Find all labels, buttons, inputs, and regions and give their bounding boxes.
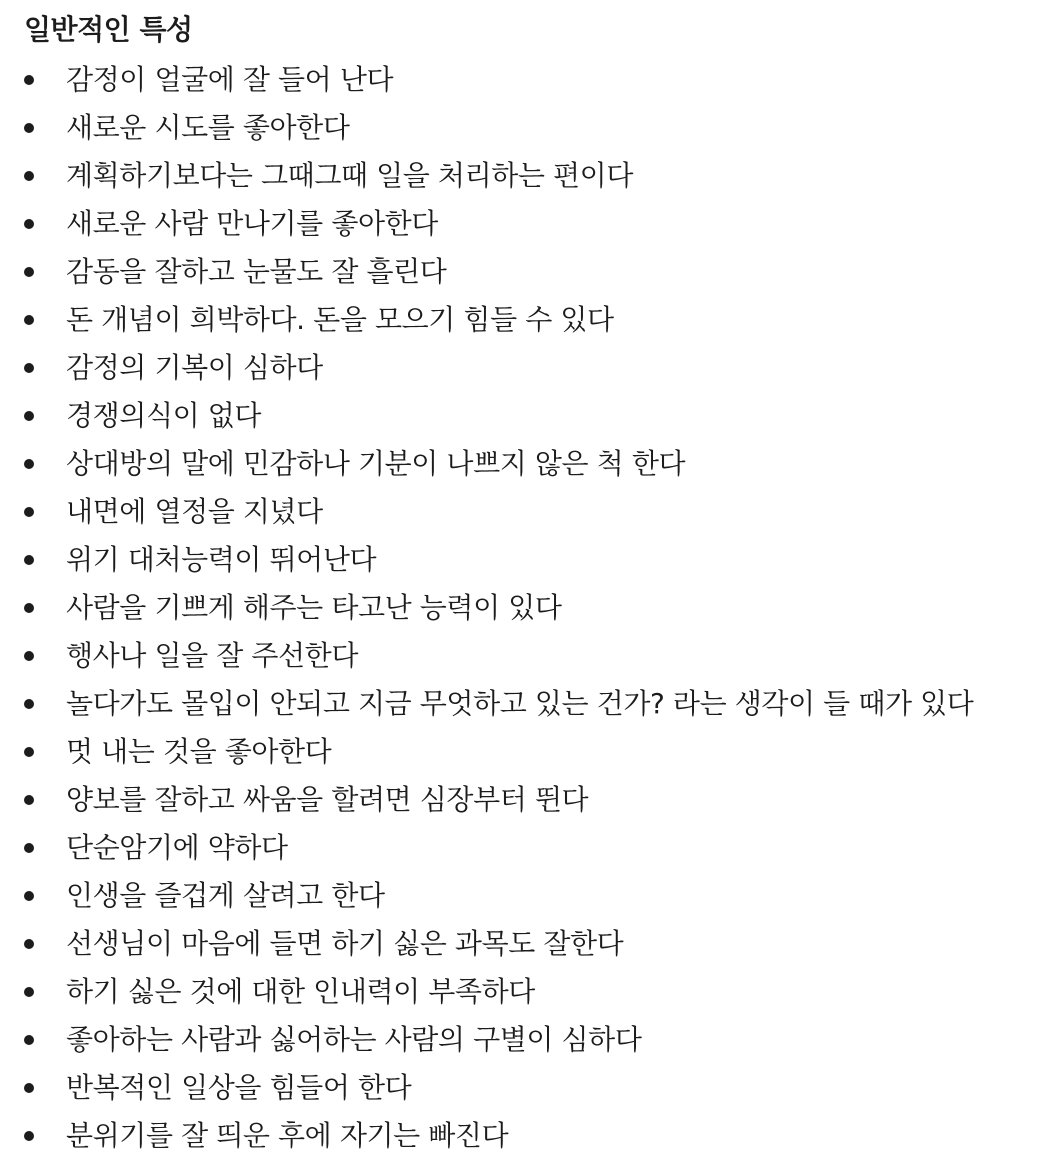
list-item-text: 인생을 즐겁게 살려고 한다 bbox=[66, 879, 385, 912]
bullet-icon bbox=[24, 219, 34, 229]
list-item bbox=[0, 440, 973, 488]
bullet-icon bbox=[24, 507, 34, 517]
list-item bbox=[0, 824, 973, 872]
bullet-icon bbox=[24, 891, 34, 901]
list-item bbox=[0, 344, 973, 392]
list-item-text: 행사나 일을 잘 주선한다 bbox=[66, 639, 358, 672]
list-item bbox=[0, 56, 973, 104]
list-item-text: 단순암기에 약하다 bbox=[66, 831, 288, 864]
list-item bbox=[0, 1112, 973, 1160]
list-item-text: 좋아하는 사람과 싫어하는 사람의 구별이 심하다 bbox=[66, 1023, 642, 1056]
list-item bbox=[0, 296, 973, 344]
list-item bbox=[0, 152, 973, 200]
list-item bbox=[0, 920, 973, 968]
list-item bbox=[0, 872, 973, 920]
list-item bbox=[0, 488, 973, 536]
list-item-text: 분위기를 잘 띄운 후에 자기는 빠진다 bbox=[66, 1119, 509, 1152]
bullet-icon bbox=[24, 1083, 34, 1093]
section-heading: 일반적인 특성 bbox=[24, 13, 193, 46]
list-item-text: 감정의 기복이 심하다 bbox=[66, 351, 323, 384]
bullet-icon bbox=[24, 987, 34, 997]
list-item-text: 위기 대처능력이 뛰어난다 bbox=[66, 543, 377, 576]
list-item bbox=[0, 776, 973, 824]
bullet-icon bbox=[24, 267, 34, 277]
bullet-icon bbox=[24, 363, 34, 373]
bullet-icon bbox=[24, 747, 34, 757]
list-item-text: 양보를 잘하고 싸움을 할려면 심장부터 뛴다 bbox=[66, 783, 589, 816]
list-item bbox=[0, 536, 973, 584]
bullet-icon bbox=[24, 555, 34, 565]
list-item-text: 돈 개념이 희박하다. 돈을 모으기 힘들 수 있다 bbox=[66, 303, 614, 336]
list-item-text: 감정이 얼굴에 잘 들어 난다 bbox=[66, 63, 394, 96]
list-item-text: 계획하기보다는 그때그때 일을 처리하는 편이다 bbox=[66, 159, 633, 192]
list-item bbox=[0, 104, 973, 152]
bullet-icon bbox=[24, 123, 34, 133]
bullet-icon bbox=[24, 1035, 34, 1045]
list-item bbox=[0, 584, 973, 632]
trait-list bbox=[0, 56, 973, 1160]
list-item bbox=[0, 248, 973, 296]
list-item bbox=[0, 632, 973, 680]
bullet-icon bbox=[24, 411, 34, 421]
bullet-icon bbox=[24, 75, 34, 85]
list-item-text: 새로운 시도를 좋아한다 bbox=[66, 111, 350, 144]
list-item-text: 놀다가도 몰입이 안되고 지금 무엇하고 있는 건가? 라는 생각이 들 때가 있다 bbox=[66, 687, 974, 720]
list-item-text: 반복적인 일상을 힘들어 한다 bbox=[66, 1071, 412, 1104]
list-item-text: 경쟁의식이 없다 bbox=[66, 399, 262, 432]
list-item-text: 내면에 열정을 지녔다 bbox=[66, 495, 323, 528]
list-item bbox=[0, 1064, 973, 1112]
list-item-text: 사람을 기쁘게 해주는 타고난 능력이 있다 bbox=[66, 591, 562, 624]
list-item bbox=[0, 968, 973, 1016]
bullet-icon bbox=[24, 603, 34, 613]
bullet-icon bbox=[24, 843, 34, 853]
list-item bbox=[0, 728, 973, 776]
bullet-icon bbox=[24, 1131, 34, 1141]
bullet-icon bbox=[24, 315, 34, 325]
bullet-icon bbox=[24, 651, 34, 661]
bullet-icon bbox=[24, 459, 34, 469]
list-item-text: 상대방의 말에 민감하나 기분이 나쁘지 않은 척 한다 bbox=[66, 447, 686, 480]
list-item-text: 새로운 사람 만나기를 좋아한다 bbox=[66, 207, 438, 240]
list-item-text: 멋 내는 것을 좋아한다 bbox=[66, 735, 332, 768]
bullet-icon bbox=[24, 699, 34, 709]
bullet-icon bbox=[24, 171, 34, 181]
list-item bbox=[0, 680, 973, 728]
list-item bbox=[0, 392, 973, 440]
list-item-text: 선생님이 마음에 들면 하기 싫은 과목도 잘한다 bbox=[66, 927, 624, 960]
list-item-text: 하기 싫은 것에 대한 인내력이 부족하다 bbox=[66, 975, 535, 1008]
list-item bbox=[0, 200, 973, 248]
bullet-icon bbox=[24, 795, 34, 805]
list-item-text: 감동을 잘하고 눈물도 잘 흘린다 bbox=[66, 255, 447, 288]
list-item bbox=[0, 1016, 973, 1064]
bullet-icon bbox=[24, 939, 34, 949]
